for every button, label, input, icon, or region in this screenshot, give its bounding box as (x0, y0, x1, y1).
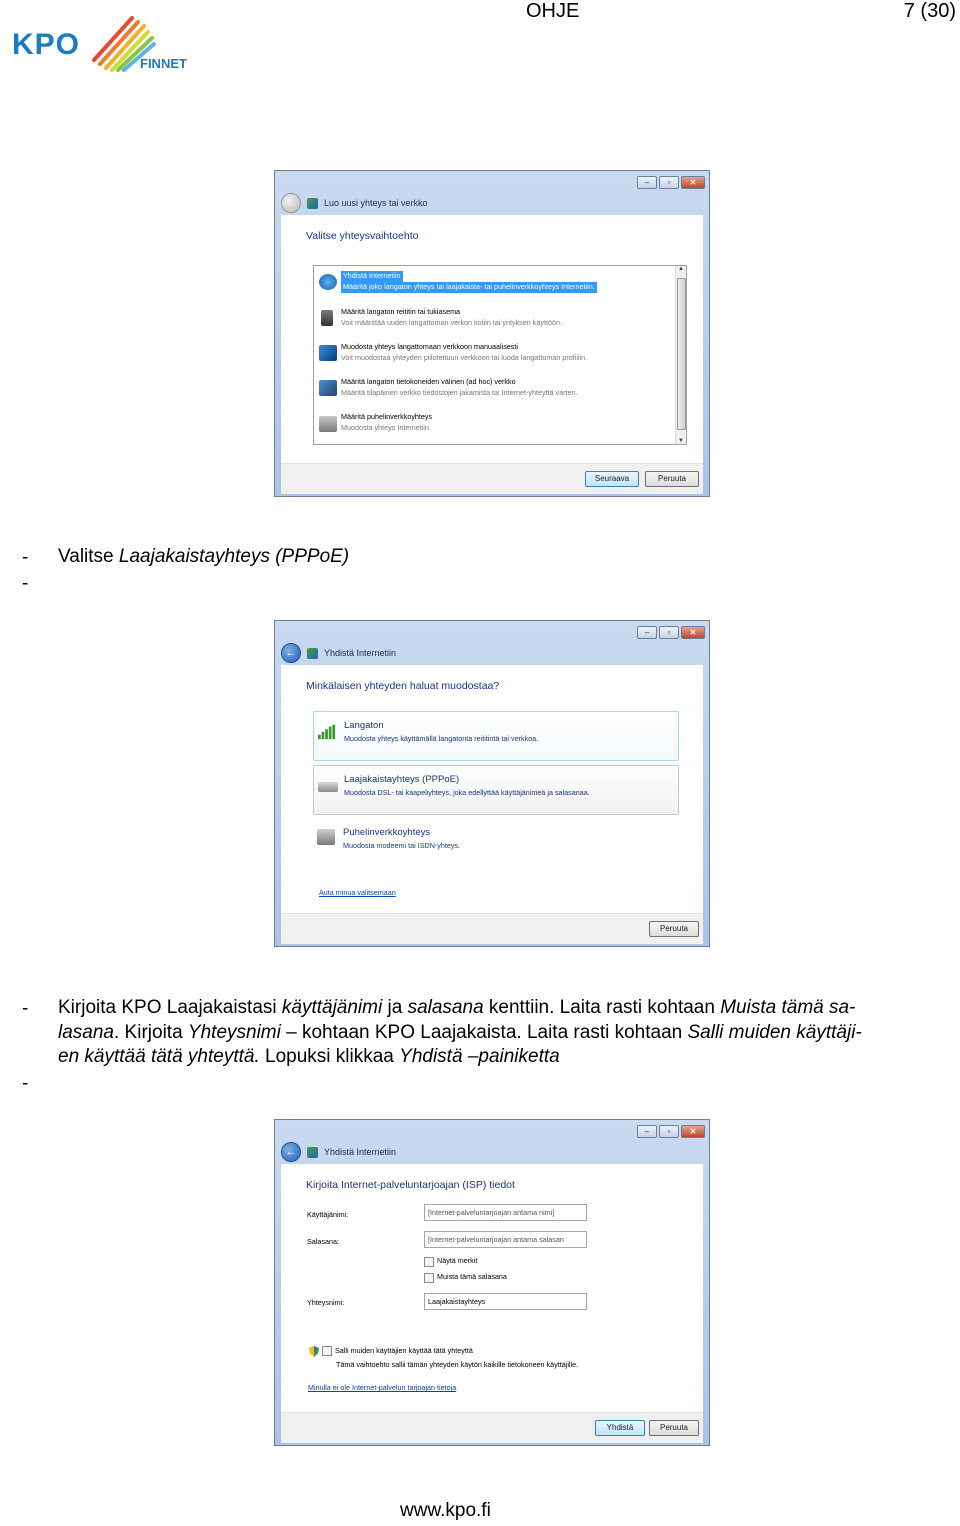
network-icon (307, 198, 318, 209)
step-line (58, 1021, 948, 1046)
bullet-dash: - (22, 547, 29, 568)
step-line (58, 996, 948, 1021)
password-label: Salasana: (307, 1237, 339, 1246)
wizard-content (281, 1164, 703, 1412)
cancel-button[interactable]: Peruuta (649, 921, 699, 937)
close-icon[interactable]: ✕ (681, 176, 705, 189)
cancel-button[interactable]: Peruuta (649, 1420, 699, 1436)
bullet-dash: - (22, 1073, 29, 1094)
minimize-icon[interactable]: – (637, 176, 657, 189)
step-text: Kirjoita KPO Laajakaistasi (58, 997, 282, 1018)
option-dialup[interactable] (317, 411, 672, 435)
globe-icon (319, 274, 337, 290)
shield-icon (309, 1346, 319, 1357)
back-arrow-icon[interactable]: ← (281, 1142, 301, 1162)
allow-others-checkbox[interactable] (322, 1346, 332, 1356)
show-chars-checkbox[interactable] (424, 1257, 434, 1267)
wizard-footer (281, 463, 703, 494)
option-title: Määritä langaton reititin tai tukiasema (341, 307, 461, 316)
step-emphasis: lasana (58, 1021, 114, 1043)
password-input[interactable]: [Internet-palveluntarjoajan antama salasan (424, 1231, 587, 1248)
network-icon (307, 1147, 318, 1158)
broadband-modem-icon (318, 782, 338, 792)
step-text: ja (382, 997, 408, 1018)
telephone-icon (317, 829, 335, 845)
logo-text: KPO (12, 28, 81, 61)
instruction-step-2 (58, 996, 948, 1070)
step-emphasis: Yhdistä –painiketta (399, 1046, 560, 1067)
signal-bars-icon (318, 724, 336, 740)
option-dialup[interactable] (313, 821, 677, 861)
help-me-choose-link[interactable]: Auta minua valitsemaan (319, 888, 396, 897)
screenshot-connection-type (274, 620, 710, 947)
wizard-heading: Kirjoita Internet-palveluntarjoajan (ISP) tiedot (306, 1179, 515, 1191)
maximize-icon[interactable]: ▫ (659, 626, 679, 639)
option-manual-wireless[interactable] (317, 341, 672, 365)
option-wireless[interactable] (313, 711, 679, 761)
bullet-dash: - (22, 998, 29, 1019)
option-desc: Voit määrittää uuden langattoman verkon kotiin tai yrityksen käyttöön. (341, 318, 562, 327)
cancel-button[interactable]: Peruuta (645, 471, 699, 487)
kpo-finnet-logo (10, 12, 190, 76)
connection-options-list (313, 265, 687, 445)
window-title: Luo uusi yhteys tai verkko (324, 198, 428, 208)
back-arrow-icon[interactable]: ← (281, 193, 301, 213)
wizard-heading: Valitse yhteysvaihtoehto (306, 230, 419, 242)
option-title: Muodosta yhteys langattomaan verkkoon manuaalisesti (341, 342, 518, 351)
option-desc: Määritä joko langaton yhteys tai laajakaista- tai puhelinverkkoyhteys Internetiin. (343, 282, 595, 291)
window-controls (637, 626, 705, 639)
option-router[interactable] (317, 306, 672, 330)
option-title: Laajakaistayhteys (PPPoE) (344, 774, 460, 785)
option-desc: Muodosta DSL- tai kaapeliyhteys, joka edellyttää käyttäjänimeä ja salasanaa. (344, 788, 590, 797)
remember-password-checkbox[interactable] (424, 1273, 434, 1283)
window-titlebar (281, 641, 396, 665)
connection-name-input[interactable]: Laajakaistayhteys (424, 1293, 587, 1310)
telephone-icon (319, 416, 337, 432)
scrollbar[interactable] (675, 266, 686, 444)
minimize-icon[interactable]: – (637, 1125, 657, 1138)
wizard-footer (281, 913, 703, 944)
window-controls (637, 176, 705, 189)
allow-others-label: Salli muiden käyttäjien käyttää tätä yhteyttä (335, 1345, 473, 1355)
step-text: Valitse (58, 546, 119, 567)
remember-password-label: Muista tämä salasana (437, 1272, 507, 1282)
scroll-up-icon[interactable]: ▲ (678, 266, 684, 272)
show-chars-label: Näytä merkit (437, 1256, 478, 1266)
wizard-content (281, 665, 703, 913)
no-isp-info-link[interactable]: Minulla ei ole Internet-palvelun tarjoajan tietoja (308, 1383, 457, 1392)
option-desc: Määritä tilapäinen verkko tiedostojen jakamista tai Internet-yhteyttä varten. (341, 388, 578, 397)
show-chars-row[interactable] (424, 1256, 477, 1267)
option-pppoe[interactable] (313, 765, 679, 815)
window-title: Yhdistä Internetiin (324, 648, 397, 658)
router-icon (321, 310, 333, 326)
scroll-thumb[interactable] (677, 278, 686, 430)
connection-name-label: Yhteysnimi: (307, 1298, 345, 1307)
adhoc-network-icon (319, 380, 337, 396)
network-icon (307, 648, 318, 659)
option-title: Puhelinverkkoyhteys (343, 827, 431, 838)
option-desc: Voit muodostaa yhteyden piilotettuun verkkoon tai luoda langattoman profiilin. (341, 353, 588, 362)
logo-sub: FINNET (140, 56, 187, 71)
step-text: Lopuksi klikkaa (259, 1046, 400, 1067)
window-title: Yhdistä Internetiin (324, 1147, 397, 1157)
wireless-computer-icon (319, 345, 337, 361)
step-emphasis: en käyttää tätä yhteyttä. (58, 1046, 260, 1067)
step-emphasis: Laajakaistayhteys (PPPoE) (118, 546, 350, 567)
back-arrow-icon[interactable]: ← (281, 643, 301, 663)
wizard-content (281, 215, 703, 463)
option-title: Määritä langaton tietokoneiden välinen (ad hoc) verkko (341, 377, 516, 386)
option-title: Langaton (344, 720, 384, 731)
page-number: 7 (30) (903, 0, 956, 22)
close-icon[interactable]: ✕ (681, 1125, 705, 1138)
window-titlebar (281, 1140, 396, 1164)
screenshot-isp-details (274, 1119, 710, 1446)
bullet-dash: - (22, 573, 29, 594)
next-button[interactable]: Seuraava (585, 471, 639, 487)
step-emphasis: käyttäjänimi (281, 997, 383, 1018)
wizard-footer (281, 1412, 703, 1443)
step-text: . Kirjoita (114, 1021, 188, 1043)
step-emphasis: Muista tämä sa- (720, 997, 856, 1018)
allow-others-desc: Tämä vaihtoehto sallii tämän yhteyden käytön kaikille tietokoneen käyttäjille. (336, 1360, 579, 1369)
maximize-icon[interactable]: ▫ (659, 176, 679, 189)
step-text: kenttiin. Laita rasti kohtaan (483, 997, 721, 1018)
allow-others-row[interactable] (309, 1345, 473, 1357)
option-desc: Muodosta yhteys Internetiin. (341, 423, 431, 432)
option-adhoc[interactable] (317, 376, 672, 400)
step-line (58, 1045, 948, 1070)
option-desc: Muodosta yhteys käyttämällä langatonta reititintä tai verkkoa. (344, 734, 539, 743)
step-text: – kohtaan KPO Laajakaista. Laita rasti kohtaan (280, 1021, 688, 1043)
scroll-down-icon[interactable]: ▼ (678, 438, 684, 444)
connect-button[interactable]: Yhdistä (595, 1420, 645, 1436)
footer-url: www.kpo.fi (400, 1500, 491, 1521)
close-icon[interactable]: ✕ (681, 626, 705, 639)
window-controls (637, 1125, 705, 1138)
doc-title: OHJE (526, 0, 580, 22)
option-title: Yhdistä Internetiin (343, 271, 401, 280)
screenshot-create-connection (274, 170, 710, 497)
option-internet[interactable] (317, 270, 642, 294)
step-emphasis: Yhteysnimi (187, 1021, 281, 1043)
username-input[interactable]: [Internet-palveluntarjoajan antama nimi] (424, 1204, 587, 1221)
step-emphasis: salasana (407, 997, 484, 1018)
window-titlebar (281, 191, 428, 215)
maximize-icon[interactable]: ▫ (659, 1125, 679, 1138)
remember-row[interactable] (424, 1272, 507, 1283)
option-title: Määritä puhelinverkkoyhteys (341, 412, 433, 421)
instruction-step-1 (58, 545, 349, 570)
option-desc: Muodosta modeemi tai ISDN-yhteys. (343, 841, 461, 850)
wizard-heading: Minkälaisen yhteyden haluat muodostaa? (306, 680, 500, 692)
username-label: Käyttäjänimi: (307, 1210, 349, 1219)
minimize-icon[interactable]: – (637, 626, 657, 639)
step-emphasis: Salli muiden käyttäji- (687, 1021, 862, 1043)
